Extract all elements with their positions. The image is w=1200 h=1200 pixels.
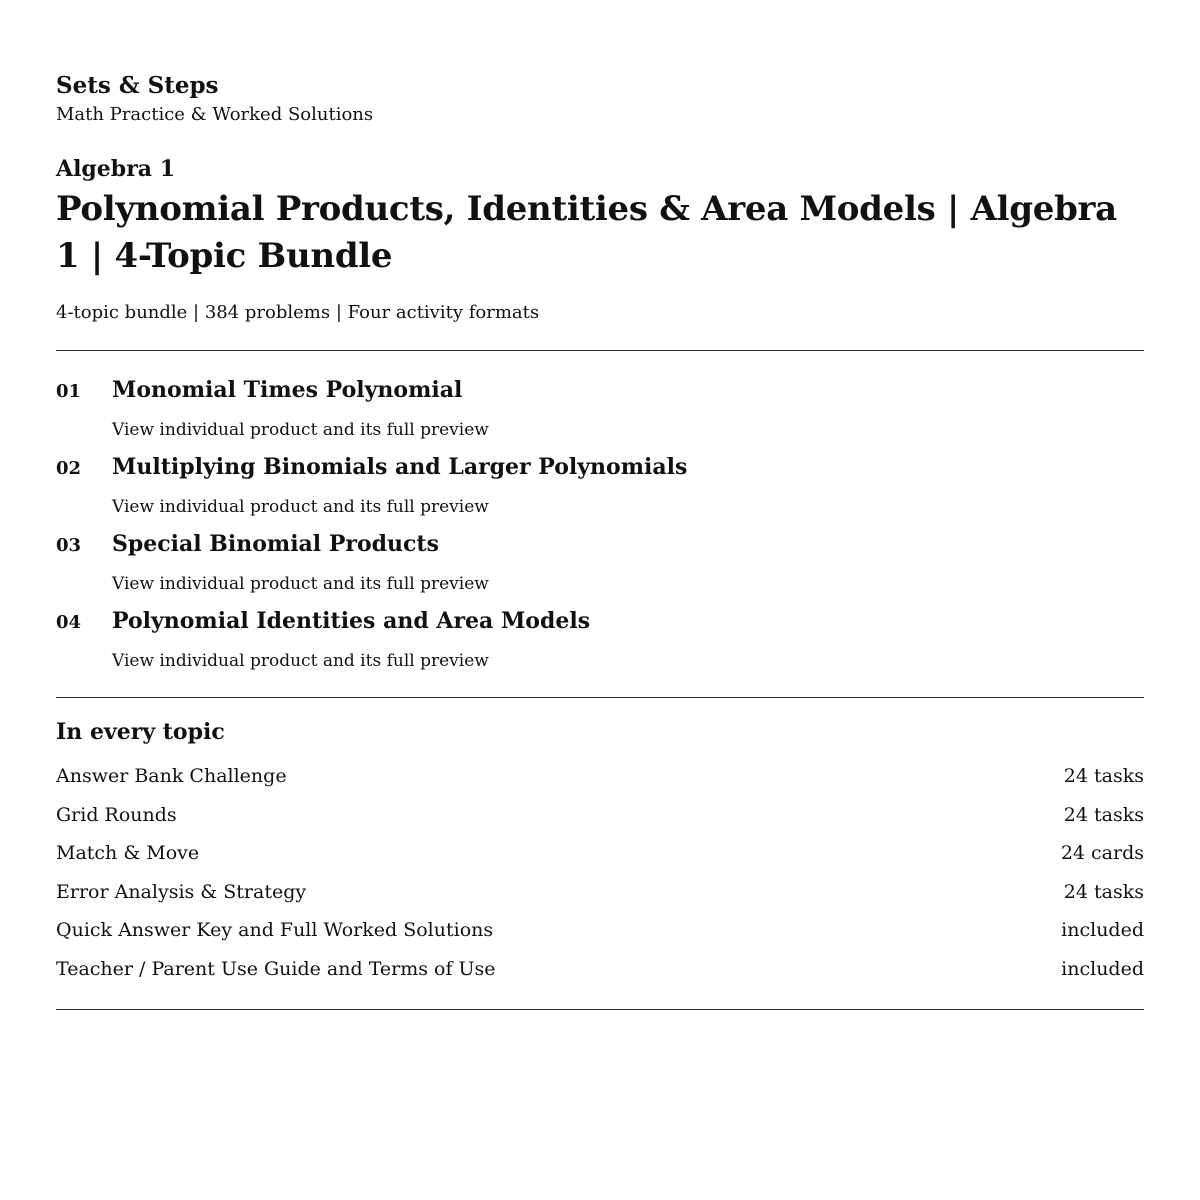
topic-preview-link[interactable]: View individual product and its full preview xyxy=(112,497,489,517)
topic-preview-link[interactable]: View individual product and its full preview xyxy=(112,574,489,594)
topic-item xyxy=(56,529,1144,606)
item-value: 24 cards xyxy=(1060,842,1144,865)
topic-item xyxy=(56,452,1144,529)
topic-list xyxy=(56,351,1144,697)
item-label: Error Analysis & Strategy xyxy=(56,880,307,903)
list-item xyxy=(56,956,1144,995)
topic-title: Polynomial Identities and Area Models xyxy=(112,608,591,634)
item-value: 24 tasks xyxy=(1063,765,1144,787)
topic-title: Special Binomial Products xyxy=(112,531,439,557)
list-item xyxy=(56,763,1144,802)
list-item xyxy=(56,840,1144,879)
item-label: Match & Move xyxy=(56,842,200,865)
item-value: 24 tasks xyxy=(1063,880,1144,903)
subject-label: Algebra 1 xyxy=(56,156,176,182)
topic-preview-link[interactable]: View individual product and its full preview xyxy=(112,420,489,440)
item-value: 24 tasks xyxy=(1063,803,1144,826)
bundle-summary: 4-topic bundle | 384 problems | Four activity formats xyxy=(56,302,540,323)
item-value: included xyxy=(1061,957,1144,980)
brand-tagline: Math Practice & Worked Solutions xyxy=(56,104,374,125)
product-page xyxy=(56,70,1144,1010)
topic-item xyxy=(56,606,1144,683)
list-item xyxy=(56,802,1144,841)
topic-number: 02 xyxy=(56,458,82,479)
topic-number: 04 xyxy=(56,612,82,633)
page-title: Polynomial Products, Identities & Area Models | Algebra 1 | 4-Topic Bundle xyxy=(56,189,1117,276)
item-label: Quick Answer Key and Full Worked Solutions xyxy=(56,919,494,942)
brand-name: Sets & Steps xyxy=(56,72,219,99)
item-label: Teacher / Parent Use Guide and Terms of Use xyxy=(56,957,496,980)
topic-preview-link[interactable]: View individual product and its full preview xyxy=(112,651,489,671)
included-items-list xyxy=(56,763,1144,995)
topic-title: Multiplying Binomials and Larger Polynomials xyxy=(112,454,688,480)
topic-number: 03 xyxy=(56,535,82,556)
topic-title: Monomial Times Polynomial xyxy=(112,377,463,403)
divider xyxy=(56,1009,1144,1010)
divider xyxy=(56,697,1144,698)
item-label: Grid Rounds xyxy=(56,803,177,826)
list-item xyxy=(56,917,1144,956)
item-label: Answer Bank Challenge xyxy=(56,765,287,787)
item-value: included xyxy=(1061,919,1144,942)
list-item xyxy=(56,879,1144,918)
every-topic-heading: In every topic xyxy=(56,719,225,745)
topic-number: 01 xyxy=(56,381,82,402)
topic-item xyxy=(56,375,1144,452)
